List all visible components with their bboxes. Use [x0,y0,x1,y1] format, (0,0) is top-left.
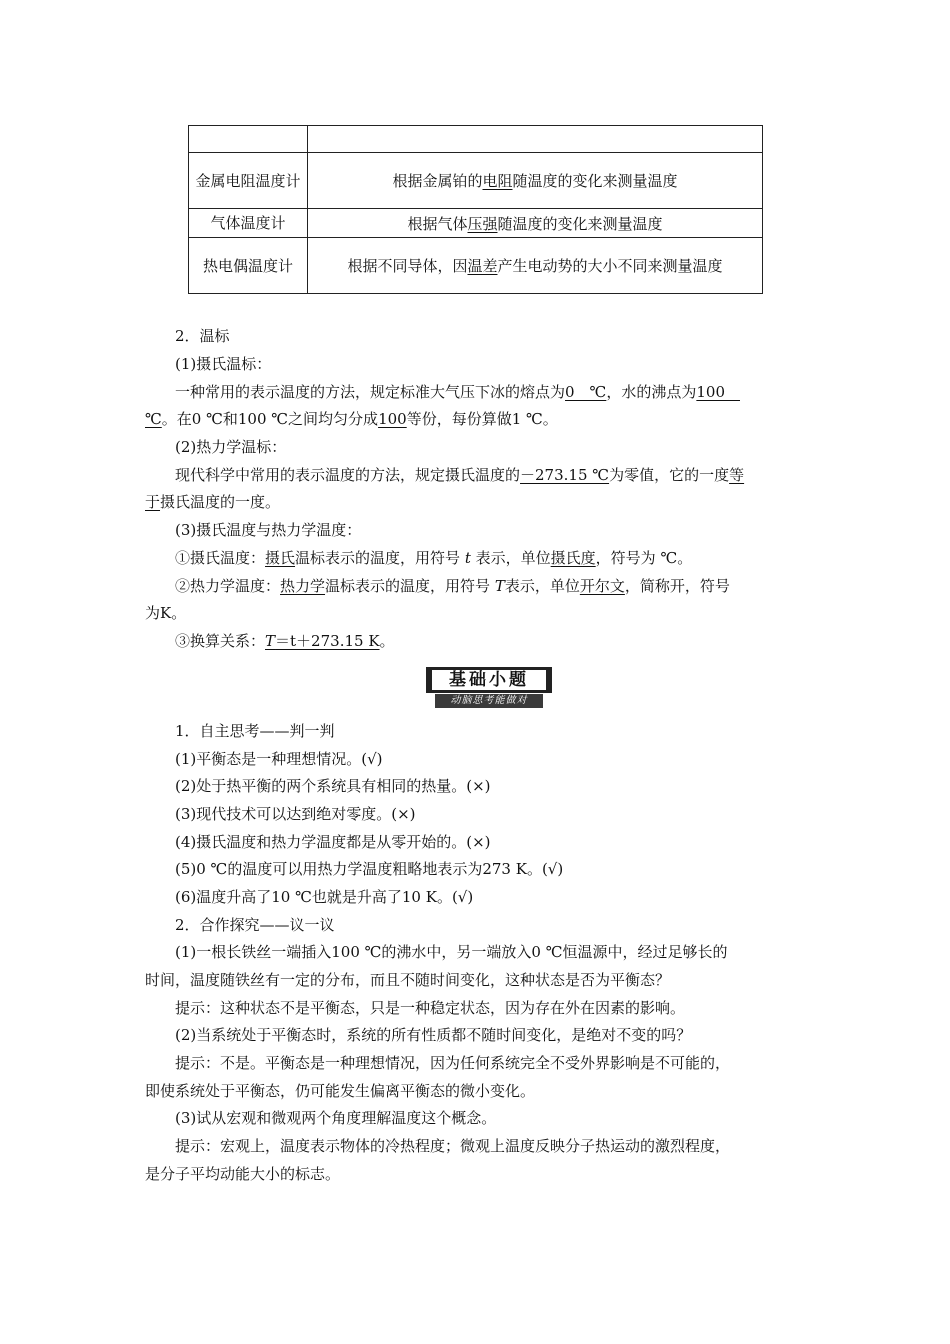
question-line: 时间，温度随铁丝有一定的分布，而且不随时间变化，这种状态是否为平衡态？ [145,971,671,989]
thermometer-description: 根据不同导体，因温差产生电动势的大小不同来测量温度 [308,238,763,294]
table-row [189,209,763,238]
paragraph-line: 现代科学中常用的表示温度的方法，规定摄氏温度的－273.15 ℃为零值，它的一度等 [175,466,745,484]
answer-line: 是分子平均动能大小的标志。 [145,1165,341,1183]
thermometer-name: 气体温度计 [189,209,308,238]
subsection-title: (1)摄氏温标： [175,355,272,373]
paragraph-line: ③换算关系：T＝t＋273.15 K。 [175,632,395,650]
paragraph-line: ②热力学温度：热力学温标表示的温度，用符号 T表示，单位开尔文，简称开，符号 [175,577,730,595]
table-row [189,238,763,294]
list-item: (2)处于热平衡的两个系统具有相同的热量。(×) [175,777,491,795]
question-line: (2)当系统处于平衡态时，系统的所有性质都不随时间变化，是绝对不变的吗？ [175,1026,692,1044]
table-row [189,126,763,153]
answer-line: 即使系统处于平衡态，仍可能发生偏离平衡态的微小变化。 [145,1082,536,1100]
thermometer-description: 根据气体压强随温度的变化来测量温度 [308,209,763,238]
list-item: (4)摄氏温度和热力学温度都是从零开始的。(×) [175,833,491,851]
paragraph-line: 一种常用的表示温度的方法，规定标准大气压下冰的熔点为0 ℃，水的沸点为100 [175,383,740,401]
paragraph-line: ℃。在0 ℃和100 ℃之间均匀分成100等份，每份算做1 ℃。 [145,410,558,428]
table-cell [308,126,763,153]
question-line: (1)一根长铁丝一端插入100 ℃的沸水中，另一端放入0 ℃恒温源中，经过足够长的 [175,943,728,961]
answer-line: 提示：宏观上，温度表示物体的冷热程度；微观上温度反映分子热运动的激烈程度， [175,1137,731,1155]
answer-line: 提示：这种状态不是平衡态，只是一种稳定状态，因为存在外在因素的影响。 [175,999,686,1017]
badge-title: 基础小题 [429,667,549,693]
list-item: (1)平衡态是一种理想情况。(√) [175,750,383,768]
badge-subtitle: 动脑思考能做对 [435,694,543,708]
thermometer-name: 热电偶温度计 [189,238,308,294]
paragraph-line: 为K。 [145,604,187,622]
section-heading: 1．自主思考——判一判 [175,722,335,740]
question-line: (3)试从宏观和微观两个角度理解温度这个概念。 [175,1109,497,1127]
list-item: (6)温度升高了10 ℃也就是升高了10 K。(√) [175,888,474,906]
list-item: (3)现代技术可以达到绝对零度。(×) [175,805,416,823]
table-row [189,153,763,209]
list-item: (5)0 ℃的温度可以用热力学温度粗略地表示为273 K。(√) [175,860,564,878]
table-cell [189,126,308,153]
basic-questions-badge [429,667,549,709]
paragraph-line: ①摄氏温度：摄氏温标表示的温度，用符号 t 表示，单位摄氏度，符号为 ℃。 [175,549,693,567]
paragraph-line: 于摄氏温度的一度。 [145,493,281,511]
subsection-title: (2)热力学温标： [175,438,287,456]
answer-line: 提示：不是。平衡态是一种理想情况，因为任何系统完全不受外界影响是不可能的， [175,1054,731,1072]
section-heading: 2．温标 [175,327,230,345]
thermometer-name: 金属电阻温度计 [189,153,308,209]
section-heading: 2．合作探究——议一议 [175,916,335,934]
subsection-title: (3)摄氏温度与热力学温度： [175,521,362,539]
thermometer-table [188,125,763,294]
thermometer-description: 根据金属铂的电阻随温度的变化来测量温度 [308,153,763,209]
